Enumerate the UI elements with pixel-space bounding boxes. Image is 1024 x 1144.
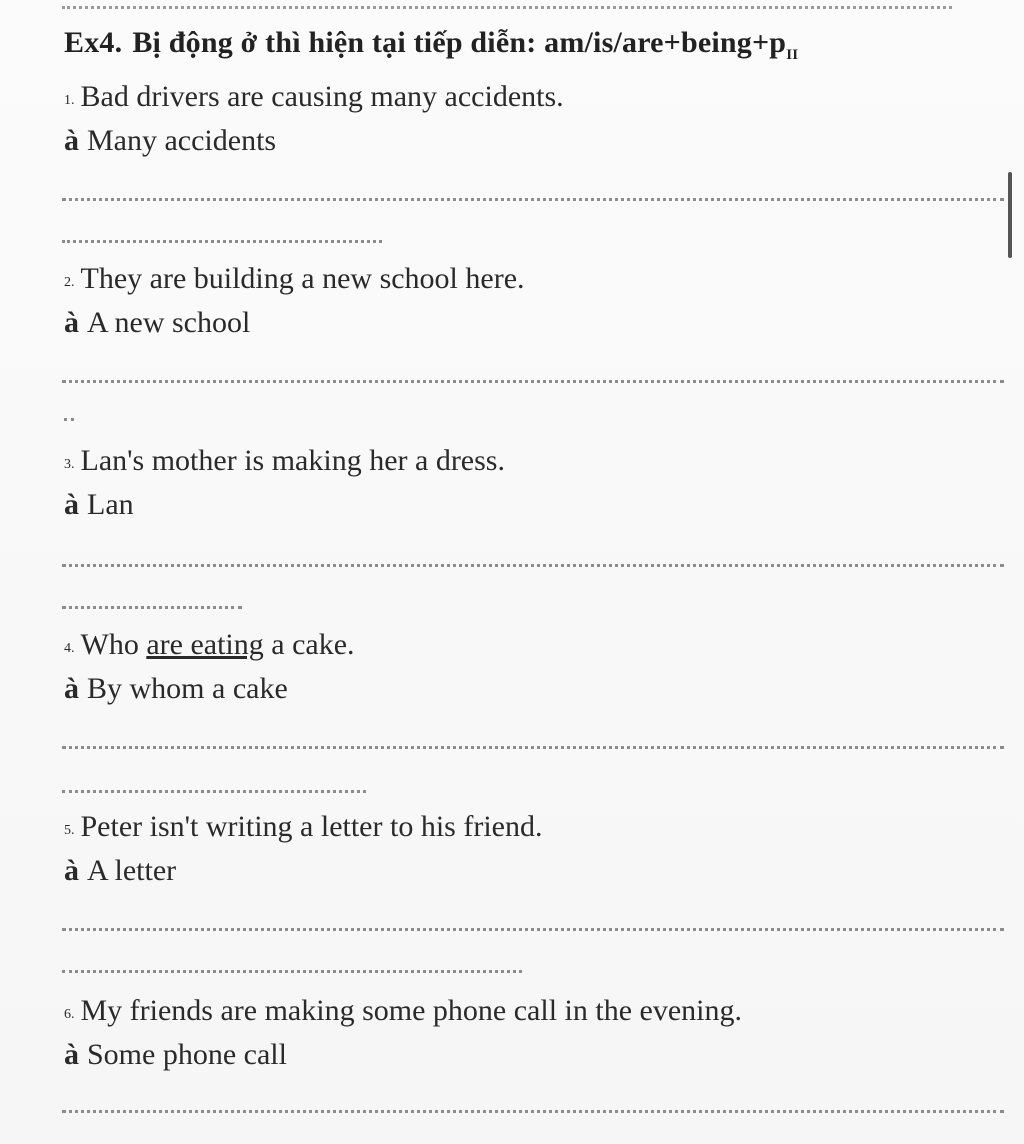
- answer-5-start: A letter: [87, 854, 177, 887]
- answer-1-start: Many accidents: [87, 124, 277, 157]
- question-1-number: 1.: [64, 93, 75, 108]
- answer-4-line[interactable]: [62, 746, 1004, 749]
- vertical-bar-mark: [1008, 172, 1012, 258]
- arrow-icon: à: [64, 1038, 79, 1071]
- answer-3-line-continued[interactable]: [62, 606, 242, 609]
- answer-3-start: Lan: [87, 488, 134, 521]
- question-4-underlined-verb: are eating: [146, 628, 264, 661]
- question-1: [64, 80, 564, 114]
- question-4-text-before: Who: [80, 628, 147, 661]
- question-3: [64, 444, 505, 478]
- question-2-number: 2.: [64, 275, 75, 290]
- answer-1-line-continued[interactable]: [62, 240, 382, 243]
- question-2: [64, 262, 525, 296]
- answer-3: [64, 488, 134, 522]
- answer-5-line[interactable]: [62, 928, 1004, 931]
- answer-3-line[interactable]: [62, 564, 1004, 567]
- question-4: [64, 628, 355, 662]
- answer-2: [64, 306, 250, 340]
- question-3-number: 3.: [64, 457, 75, 472]
- exercise-title: [64, 26, 798, 64]
- answer-6: [64, 1038, 287, 1072]
- question-4-number: 4.: [64, 641, 75, 656]
- exercise-label: Ex4.: [64, 26, 123, 59]
- question-6-number: 6.: [64, 1007, 75, 1022]
- answer-5: [64, 854, 176, 888]
- question-6: [64, 994, 742, 1028]
- arrow-icon: à: [64, 124, 79, 157]
- question-3-text: Lan's mother is making her a dress.: [80, 444, 505, 477]
- question-4-text-after: a cake.: [263, 628, 355, 661]
- question-2-text: They are building a new school here.: [80, 262, 525, 295]
- arrow-icon: à: [64, 672, 79, 705]
- arrow-icon: à: [64, 306, 79, 339]
- answer-4: [64, 672, 288, 706]
- exercise-heading: Bị động ở thì hiện tại tiếp diễn: am/is/are+being+p: [132, 26, 787, 59]
- exercise-heading-subscript: II: [786, 47, 799, 63]
- question-1-text: Bad drivers are causing many accidents.: [80, 80, 564, 113]
- answer-1-line[interactable]: [62, 198, 1004, 201]
- answer-4-line-continued[interactable]: [62, 790, 366, 793]
- answer-2-start: A new school: [87, 306, 251, 339]
- arrow-icon: à: [64, 488, 79, 521]
- answer-4-start: By whom a cake: [87, 672, 288, 705]
- question-5: [64, 810, 542, 844]
- answer-6-line[interactable]: [62, 1110, 1004, 1113]
- answer-2-line-continued[interactable]: [64, 418, 74, 421]
- question-5-text: Peter isn't writing a letter to his friend.: [80, 810, 543, 843]
- question-6-text: My friends are making some phone call in the evening.: [80, 994, 742, 1027]
- question-5-number: 5.: [64, 823, 75, 838]
- top-dotted-rule: [62, 6, 952, 9]
- answer-1: [64, 124, 276, 158]
- answer-5-line-continued[interactable]: [62, 970, 522, 973]
- answer-2-line[interactable]: [62, 380, 1004, 383]
- arrow-icon: à: [64, 854, 79, 887]
- answer-6-start: Some phone call: [87, 1038, 287, 1071]
